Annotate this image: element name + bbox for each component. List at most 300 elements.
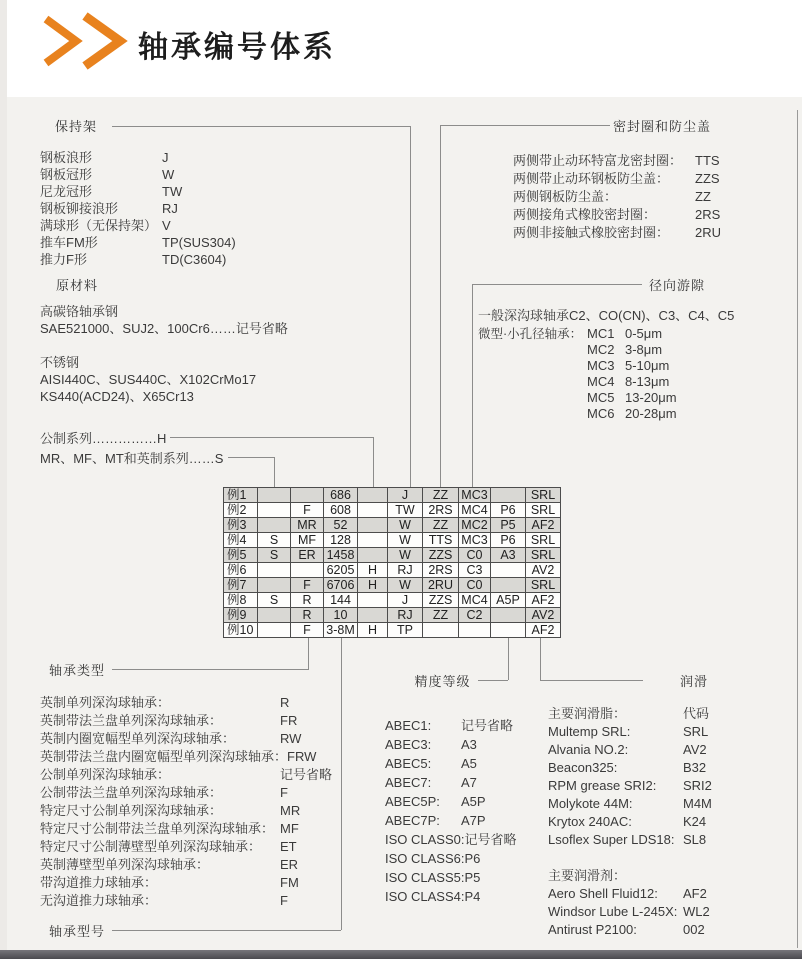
cell-series-h — [358, 548, 388, 563]
cell-cage: TP — [388, 623, 423, 638]
list-item — [385, 792, 517, 811]
clearance-mc-list — [587, 326, 677, 422]
item-label: ISO CLASS5: — [385, 870, 465, 885]
mc-range: 13-20μm — [625, 390, 677, 405]
item-code: AV2 — [683, 742, 707, 757]
cell-example: 例4 — [224, 533, 258, 548]
clearance-micro-label: 微型·小孔径轴承： — [478, 327, 583, 341]
cell-series-h: H — [358, 578, 388, 593]
cell-example: 例1 — [224, 488, 258, 503]
item-code: MR — [280, 803, 301, 818]
item-code: ZZS — [695, 171, 720, 186]
list-item — [385, 754, 517, 773]
item-code: 记号省略 — [464, 832, 517, 847]
connector-cage-v — [410, 126, 411, 487]
cell-type: MF — [291, 533, 324, 548]
item-code: AF2 — [683, 886, 707, 901]
cell-precision: P6 — [491, 533, 526, 548]
cell-model-num: 10 — [324, 608, 358, 623]
cell-example: 例9 — [224, 608, 258, 623]
list-item — [548, 885, 710, 903]
cell-model-num: 1458 — [324, 548, 358, 563]
connector-clearance-v — [472, 284, 473, 487]
list-item — [40, 694, 332, 712]
list-item — [548, 813, 712, 831]
item-label: 公制单列深沟球轴承： — [40, 767, 171, 782]
item-code: RJ — [162, 201, 178, 216]
page-left-edge — [0, 0, 7, 950]
item-code: MF — [280, 821, 299, 836]
list-item — [548, 723, 712, 741]
list-item — [40, 251, 236, 268]
item-label: 主要润滑脂： — [548, 706, 627, 721]
connector-clearance-h — [472, 284, 642, 285]
item-label: Windsor Lube L-245X: — [548, 904, 678, 919]
clearance-block — [478, 307, 734, 422]
cell-series-s — [258, 623, 291, 638]
list-item — [385, 811, 517, 830]
cell-type: R — [291, 608, 324, 623]
cell-model-num: 686 — [324, 488, 358, 503]
cell-clearance: MC4 — [459, 593, 491, 608]
item-code: WL2 — [683, 904, 710, 919]
seals-list — [513, 152, 721, 242]
item-label: ISO CLASS0: — [385, 832, 465, 847]
clearance-general-line: 一般深沟球轴承C2、CO(CN)、C3、C4、C5 — [478, 308, 735, 323]
item-label: 主要润滑剂： — [548, 868, 627, 883]
section-box-clearance: 径向游隙 — [642, 273, 712, 296]
item-label: Molykote 44M: — [548, 796, 633, 811]
item-label: 尼龙冠形 — [40, 184, 93, 199]
cell-type: MR — [291, 518, 324, 533]
cell-example: 例3 — [224, 518, 258, 533]
connector-model-v — [341, 637, 342, 930]
item-label: 推车FM形 — [40, 235, 98, 250]
cell-series-s: S — [258, 533, 291, 548]
example-row — [224, 548, 561, 563]
cell-series-s: S — [258, 593, 291, 608]
cell-cage: J — [388, 593, 423, 608]
connector-metric-v — [373, 437, 374, 487]
cell-lubrication: AF2 — [526, 518, 561, 533]
list-item — [40, 730, 332, 748]
cell-seal — [423, 623, 459, 638]
item-label: ABEC3: — [385, 737, 432, 752]
cell-clearance — [459, 623, 491, 638]
cell-cage: W — [388, 578, 423, 593]
cell-model-num: 6205 — [324, 563, 358, 578]
item-code: SL8 — [683, 832, 707, 847]
example-row — [224, 503, 561, 518]
example-row — [224, 488, 561, 503]
section-box-cage: 保持架 — [40, 113, 112, 138]
section-box-material: 原材料 — [42, 271, 112, 297]
list-item — [40, 856, 332, 874]
cell-precision — [491, 563, 526, 578]
list-item — [513, 224, 721, 242]
clearance-item — [587, 390, 677, 406]
cell-seal: 2RU — [423, 578, 459, 593]
examples-table-body — [224, 488, 561, 638]
item-label: 两侧带止动环钢板防尘盖： — [513, 171, 670, 186]
list-item — [548, 705, 712, 723]
cell-lubrication: AF2 — [526, 623, 561, 638]
connector-precision-v — [508, 637, 509, 680]
item-label: 无沟道推力球轴承： — [40, 893, 158, 908]
cell-seal: 2RS — [423, 503, 459, 518]
text-line: 不锈钢 — [40, 355, 80, 370]
connector-metric-h — [170, 437, 373, 438]
section-box-seals: 密封圈和防尘盖 — [610, 113, 714, 138]
item-label: Antirust P2100: — [548, 922, 637, 937]
cell-series-s — [258, 563, 291, 578]
precision-list — [385, 716, 517, 906]
item-code: ET — [280, 839, 297, 854]
list-item — [40, 784, 332, 802]
mc-code: MC6 — [587, 406, 615, 421]
item-code: SRI2 — [683, 778, 712, 793]
series-inch-label: MR、MF、MT和英制系列……S — [40, 451, 224, 466]
clearance-item — [587, 406, 677, 422]
cell-cage: W — [388, 533, 423, 548]
cell-series-h — [358, 608, 388, 623]
lubrication-oil-list — [548, 867, 710, 939]
section-box-precision: 精度等级 — [407, 668, 478, 692]
item-label: ABEC5: — [385, 756, 432, 771]
item-label: 两侧接角式橡胶密封圈： — [513, 207, 657, 222]
cell-type — [291, 563, 324, 578]
item-label: RPM grease SRI2: — [548, 778, 657, 793]
item-code: 代码 — [683, 706, 710, 721]
list-item — [40, 820, 332, 838]
cell-example: 例8 — [224, 593, 258, 608]
list-item — [385, 868, 517, 887]
item-label: 带沟道推力球轴承： — [40, 875, 158, 890]
cage-list — [40, 149, 236, 268]
mc-code: MC5 — [587, 390, 615, 405]
cell-type — [291, 488, 324, 503]
cell-series-h: H — [358, 563, 388, 578]
text-line — [40, 337, 288, 354]
cell-example: 例10 — [224, 623, 258, 638]
item-code: TW — [162, 184, 183, 199]
cell-model-num: 3-8M — [324, 623, 358, 638]
cell-clearance: MC2 — [459, 518, 491, 533]
item-label: Krytox 240AC: — [548, 814, 632, 829]
mc-range: 5-10μm — [625, 358, 670, 373]
example-row — [224, 518, 561, 533]
cell-cage: J — [388, 488, 423, 503]
list-item — [548, 921, 710, 939]
cell-precision — [491, 578, 526, 593]
cell-precision: A3 — [491, 548, 526, 563]
cell-precision — [491, 488, 526, 503]
mc-code: MC2 — [587, 342, 615, 357]
text-line: 高碳铬轴承钢 — [40, 304, 119, 319]
item-code: FM — [280, 875, 299, 890]
item-code: K24 — [683, 814, 707, 829]
item-code: SRL — [683, 724, 709, 739]
item-code: 记号省略 — [461, 718, 514, 733]
cell-precision — [491, 623, 526, 638]
connector-inch-h — [228, 457, 274, 458]
example-row — [224, 608, 561, 623]
clearance-item — [587, 374, 677, 390]
cell-seal: 2RS — [423, 563, 459, 578]
section-box-lubrication: 润滑 — [643, 667, 713, 693]
list-item — [40, 217, 236, 234]
item-code: ZZ — [695, 189, 711, 204]
cell-model-num: 144 — [324, 593, 358, 608]
item-label: Lsoflex Super LDS18: — [548, 832, 675, 847]
example-row — [224, 563, 561, 578]
list-item — [40, 892, 332, 910]
list-item — [385, 830, 517, 849]
item-label: ABEC1: — [385, 718, 432, 733]
cell-series-s — [258, 608, 291, 623]
item-label: Multemp SRL: — [548, 724, 631, 739]
cell-seal: ZZ — [423, 608, 459, 623]
item-label: 英制带法兰盘内圈宽幅型单列深沟球轴承： — [40, 749, 288, 764]
cell-series-s — [258, 503, 291, 518]
list-item — [548, 867, 710, 885]
list-item — [40, 712, 332, 730]
connector-lubrication-h — [540, 680, 643, 681]
cell-series-h — [358, 488, 388, 503]
list-item — [40, 166, 236, 183]
list-item — [548, 777, 712, 795]
cell-lubrication: SRL — [526, 488, 561, 503]
cell-lubrication: AV2 — [526, 563, 561, 578]
item-code: TP(SUS304) — [162, 235, 236, 250]
example-row — [224, 533, 561, 548]
item-label: 钢板冠形 — [40, 167, 93, 182]
cell-lubrication: AV2 — [526, 608, 561, 623]
cell-clearance: C0 — [459, 548, 491, 563]
cell-cage: TW — [388, 503, 423, 518]
item-label: 特定尺寸公制带法兰盘单列深沟球轴承： — [40, 821, 275, 836]
series-metric-label: 公制系列……………H — [40, 431, 167, 446]
cell-lubrication: SRL — [526, 533, 561, 548]
cell-seal: TTS — [423, 533, 459, 548]
item-label: 英制带法兰盘单列深沟球轴承： — [40, 713, 223, 728]
connector-cage-h — [112, 126, 410, 127]
item-code: R — [280, 695, 290, 710]
list-item — [548, 903, 710, 921]
item-code: 002 — [683, 922, 705, 937]
clearance-item — [587, 342, 677, 358]
mc-code: MC3 — [587, 358, 615, 373]
connector-inch-v — [274, 457, 275, 487]
cell-cage: RJ — [388, 608, 423, 623]
list-item — [40, 766, 332, 784]
bearing-type-list — [40, 694, 332, 910]
connector-lubrication-v — [540, 637, 541, 680]
cell-series-h — [358, 533, 388, 548]
list-item — [40, 874, 332, 892]
item-code: RW — [280, 731, 302, 746]
item-code: F — [280, 785, 288, 800]
lubrication-grease-list — [548, 705, 712, 849]
list-item — [40, 838, 332, 856]
item-code: P6 — [464, 851, 481, 866]
cell-clearance: C0 — [459, 578, 491, 593]
item-label: 钢板浪形 — [40, 150, 93, 165]
item-code: A7P — [461, 813, 486, 828]
cell-lubrication: AF2 — [526, 593, 561, 608]
cell-lubrication: SRL — [526, 503, 561, 518]
cell-example: 例5 — [224, 548, 258, 563]
list-item — [548, 759, 712, 777]
item-code: V — [162, 218, 171, 233]
mc-range: 3-8μm — [625, 342, 663, 357]
page-title: 轴承编号体系 — [138, 31, 336, 64]
item-code: FR — [280, 713, 298, 728]
list-item — [385, 849, 517, 868]
item-label: Aero Shell Fluid12: — [548, 886, 658, 901]
connector-type-h — [112, 669, 308, 670]
cell-clearance: C2 — [459, 608, 491, 623]
item-label: 两侧非接触式橡胶密封圈： — [513, 225, 670, 240]
list-item — [385, 773, 517, 792]
mc-range: 8-13μm — [625, 374, 670, 389]
item-code: ER — [280, 857, 299, 872]
cell-seal: ZZS — [423, 548, 459, 563]
cell-precision: P6 — [491, 503, 526, 518]
list-item — [385, 716, 517, 735]
item-code: M4M — [683, 796, 712, 811]
list-item — [548, 795, 712, 813]
item-label: 特定尺寸公制薄壁型单列深沟球轴承： — [40, 839, 262, 854]
cell-seal: ZZ — [423, 518, 459, 533]
cell-lubrication: SRL — [526, 548, 561, 563]
cell-seal: ZZ — [423, 488, 459, 503]
item-label: 钢板铆接浪形 — [40, 201, 119, 216]
item-code: 2RS — [695, 207, 721, 222]
item-code: W — [162, 167, 175, 182]
section-box-model: 轴承型号 — [42, 918, 112, 943]
list-item — [40, 748, 332, 766]
connector-seal-h — [440, 125, 610, 126]
cell-cage: RJ — [388, 563, 423, 578]
item-code: F — [280, 893, 288, 908]
item-code: TD(C3604) — [162, 252, 227, 267]
example-row — [224, 623, 561, 638]
connector-precision-h — [478, 680, 508, 681]
cell-type: F — [291, 503, 324, 518]
cell-precision: P5 — [491, 518, 526, 533]
item-code: P4 — [464, 889, 481, 904]
cell-series-h — [358, 593, 388, 608]
cell-lubrication: SRL — [526, 578, 561, 593]
item-label: ISO CLASS6: — [385, 851, 465, 866]
cell-model-num: 608 — [324, 503, 358, 518]
cell-model-num: 6706 — [324, 578, 358, 593]
page-bottom-bar — [0, 950, 802, 959]
item-label: ABEC7: — [385, 775, 432, 790]
item-code: P5 — [464, 870, 481, 885]
clearance-item — [587, 326, 677, 342]
cell-type: R — [291, 593, 324, 608]
cell-series-s — [258, 488, 291, 503]
item-label: 英制单列深沟球轴承： — [40, 695, 171, 710]
item-label: 两侧钢板防尘盖： — [513, 189, 618, 204]
examples-table — [223, 487, 561, 638]
item-code: TTS — [695, 153, 720, 168]
cell-type: F — [291, 578, 324, 593]
item-label: 特定尺寸公制单列深沟球轴承： — [40, 803, 223, 818]
item-label: ISO CLASS4: — [385, 889, 465, 904]
cell-type: ER — [291, 548, 324, 563]
cell-model-num: 128 — [324, 533, 358, 548]
list-item — [513, 206, 721, 224]
example-row — [224, 578, 561, 593]
list-item — [385, 735, 517, 754]
text-line: KS440(ACD24)、X65Cr13 — [40, 389, 194, 404]
item-label: 两侧带止动环特富龙密封圈： — [513, 153, 683, 168]
connector-seal-v — [440, 125, 441, 487]
mc-code: MC4 — [587, 374, 615, 389]
item-code: A5P — [461, 794, 486, 809]
item-code: J — [162, 150, 169, 165]
double-chevron-icon — [38, 12, 134, 70]
item-label: 英制薄壁型单列深沟球轴承： — [40, 857, 210, 872]
mc-code: MC1 — [587, 326, 615, 341]
cell-type: F — [291, 623, 324, 638]
item-label: 满球形（无保持架） — [40, 218, 158, 233]
cell-cage: W — [388, 518, 423, 533]
connector-model-h — [112, 930, 341, 931]
cell-clearance: MC3 — [459, 533, 491, 548]
text-line: SAE521000、SUJ2、100Cr6……记号省略 — [40, 321, 288, 336]
item-code: 2RU — [695, 225, 722, 240]
item-code: A5 — [461, 756, 477, 771]
list-item — [40, 149, 236, 166]
item-code: A7 — [461, 775, 477, 790]
item-code: A3 — [461, 737, 477, 752]
item-code: 记号省略 — [280, 767, 333, 782]
clearance-micro-row — [478, 326, 734, 422]
item-label: 英制内圈宽幅型单列深沟球轴承： — [40, 731, 236, 746]
item-label: Alvania NO.2: — [548, 742, 629, 757]
cell-series-h: H — [358, 623, 388, 638]
material-lines — [40, 303, 288, 405]
item-label: Beacon325: — [548, 760, 618, 775]
list-item — [40, 234, 236, 251]
cell-series-s — [258, 518, 291, 533]
cell-precision — [491, 608, 526, 623]
cell-example: 例7 — [224, 578, 258, 593]
cell-seal: ZZS — [423, 593, 459, 608]
cell-cage: W — [388, 548, 423, 563]
cell-clearance: C3 — [459, 563, 491, 578]
list-item — [385, 887, 517, 906]
item-label: ABEC7P: — [385, 813, 440, 828]
section-box-bearing-type: 轴承类型 — [42, 657, 112, 681]
item-label: 推力F形 — [40, 252, 87, 267]
example-row — [224, 593, 561, 608]
connector-type-v — [308, 637, 309, 670]
cell-series-s — [258, 578, 291, 593]
cell-clearance: MC4 — [459, 503, 491, 518]
mc-range: 0-5μm — [625, 326, 663, 341]
list-item — [548, 831, 712, 849]
list-item — [548, 741, 712, 759]
list-item — [513, 152, 721, 170]
list-item — [40, 200, 236, 217]
clearance-item — [587, 358, 677, 374]
cell-series-h — [358, 503, 388, 518]
